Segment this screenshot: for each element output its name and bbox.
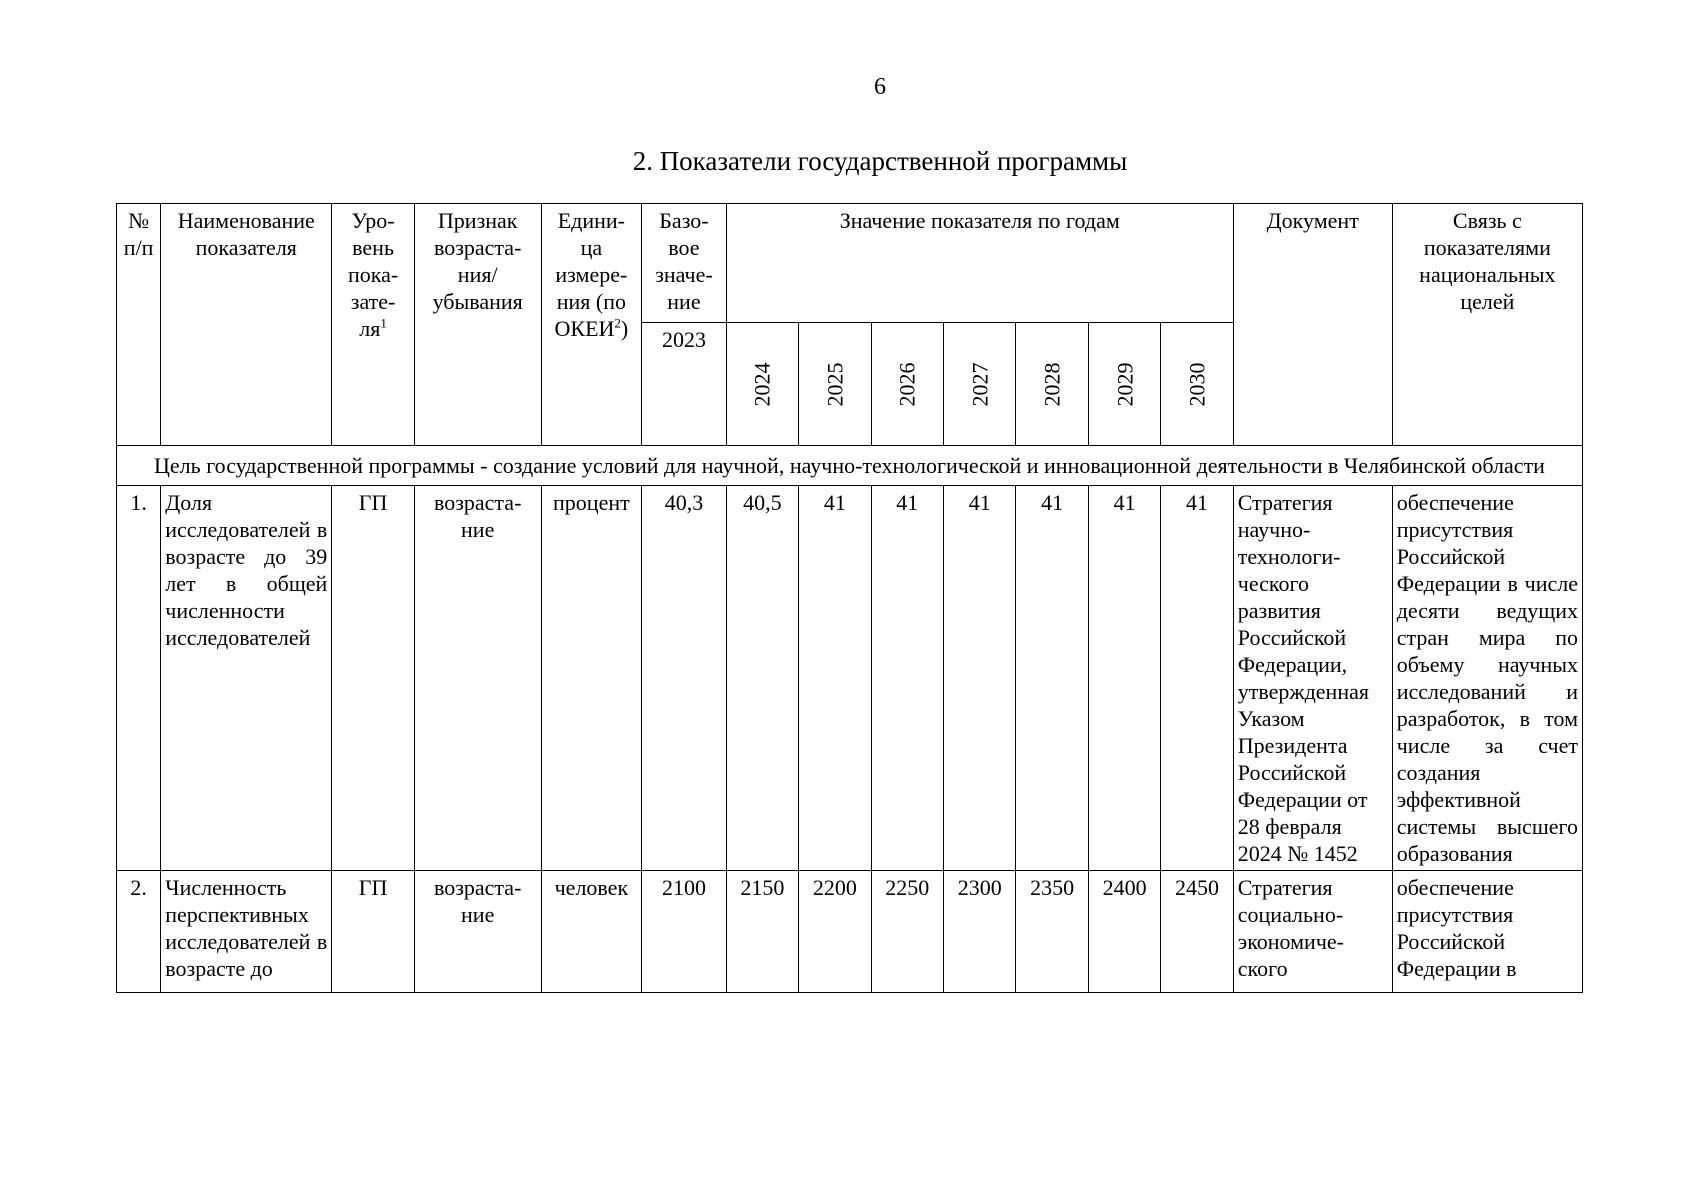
header-base-year: 2023 [642, 323, 727, 446]
row-sign: возраста-ние [414, 871, 541, 993]
row-unit: процент [541, 486, 642, 871]
page-number: 6 [874, 74, 886, 100]
table-row [117, 871, 1583, 993]
header-num: № п/п [117, 204, 161, 446]
row-value: 41 [799, 486, 871, 871]
year-2028: 2028 [1016, 323, 1088, 446]
year-2030: 2030 [1161, 323, 1233, 446]
row-value: 41 [1161, 486, 1233, 871]
header-name: Наименование показателя [161, 204, 332, 446]
header-sign: Признак возраста- ния/ убывания [414, 204, 541, 446]
header-link: Связь с показателями национальных целей [1392, 204, 1582, 446]
row-name: Численность перспективных исследователей в возрасте до [161, 871, 332, 993]
row-link: обеспечение присутствия Российской Федерации в [1392, 871, 1582, 993]
row-value: 2200 [799, 871, 871, 993]
year-2029: 2029 [1088, 323, 1160, 446]
row-value: 40,5 [726, 486, 798, 871]
row-value: 41 [1088, 486, 1160, 871]
year-2024: 2024 [726, 323, 798, 446]
row-base: 2100 [642, 871, 727, 993]
header-document: Документ [1233, 204, 1392, 446]
row-value: 2450 [1161, 871, 1233, 993]
row-document: Стратегия научно-технологи-ческого развития Российской Федерации, утвержденная Указом Президента Российской Федерации от 28 февраля 2024 № 1452 [1233, 486, 1392, 871]
row-value: 41 [1016, 486, 1088, 871]
row-base: 40,3 [642, 486, 727, 871]
indicators-table [116, 203, 1583, 993]
row-link: обеспечение присутствия Российской Федерации в числе десяти ведущих стран мира по объему научных исследований и разработок, в том числе за счет создания эффективной системы высшего образования [1392, 486, 1582, 871]
row-value: 2400 [1088, 871, 1160, 993]
year-2025: 2025 [799, 323, 871, 446]
row-document: Стратегия социально-экономиче-ского [1233, 871, 1392, 993]
row-value: 2350 [1016, 871, 1088, 993]
row-value: 2250 [871, 871, 943, 993]
row-value: 41 [871, 486, 943, 871]
year-2027: 2027 [944, 323, 1016, 446]
section-title: 2. Показатели государственной программы [632, 146, 1128, 176]
row-num: 1. [117, 486, 161, 871]
goal-text: Цель государственной программы - создание условий для научной, научно-технологической и инновационной деятельности в Челябинской области [117, 446, 1583, 486]
table-row [117, 486, 1583, 871]
row-value: 41 [944, 486, 1016, 871]
header-values-by-years: Значение показателя по годам [726, 204, 1233, 323]
row-level: ГП [332, 871, 415, 993]
header-row [117, 204, 1583, 323]
row-value: 2150 [726, 871, 798, 993]
header-base: Базо- вое значе- ние [642, 204, 727, 323]
row-value: 2300 [944, 871, 1016, 993]
goal-row [117, 446, 1583, 486]
year-2026: 2026 [871, 323, 943, 446]
row-num: 2. [117, 871, 161, 993]
row-level: ГП [332, 486, 415, 871]
row-sign: возраста-ние [414, 486, 541, 871]
row-name: Доля исследователей в возрасте до 39 лет в общей численности исследователей [161, 486, 332, 871]
row-unit: человек [541, 871, 642, 993]
header-unit: Едини- ца измере- ния (по ОКЕИ$^2$) [541, 204, 642, 446]
header-level: Уро- вень пока- зате- $ля^1$ [332, 204, 415, 446]
